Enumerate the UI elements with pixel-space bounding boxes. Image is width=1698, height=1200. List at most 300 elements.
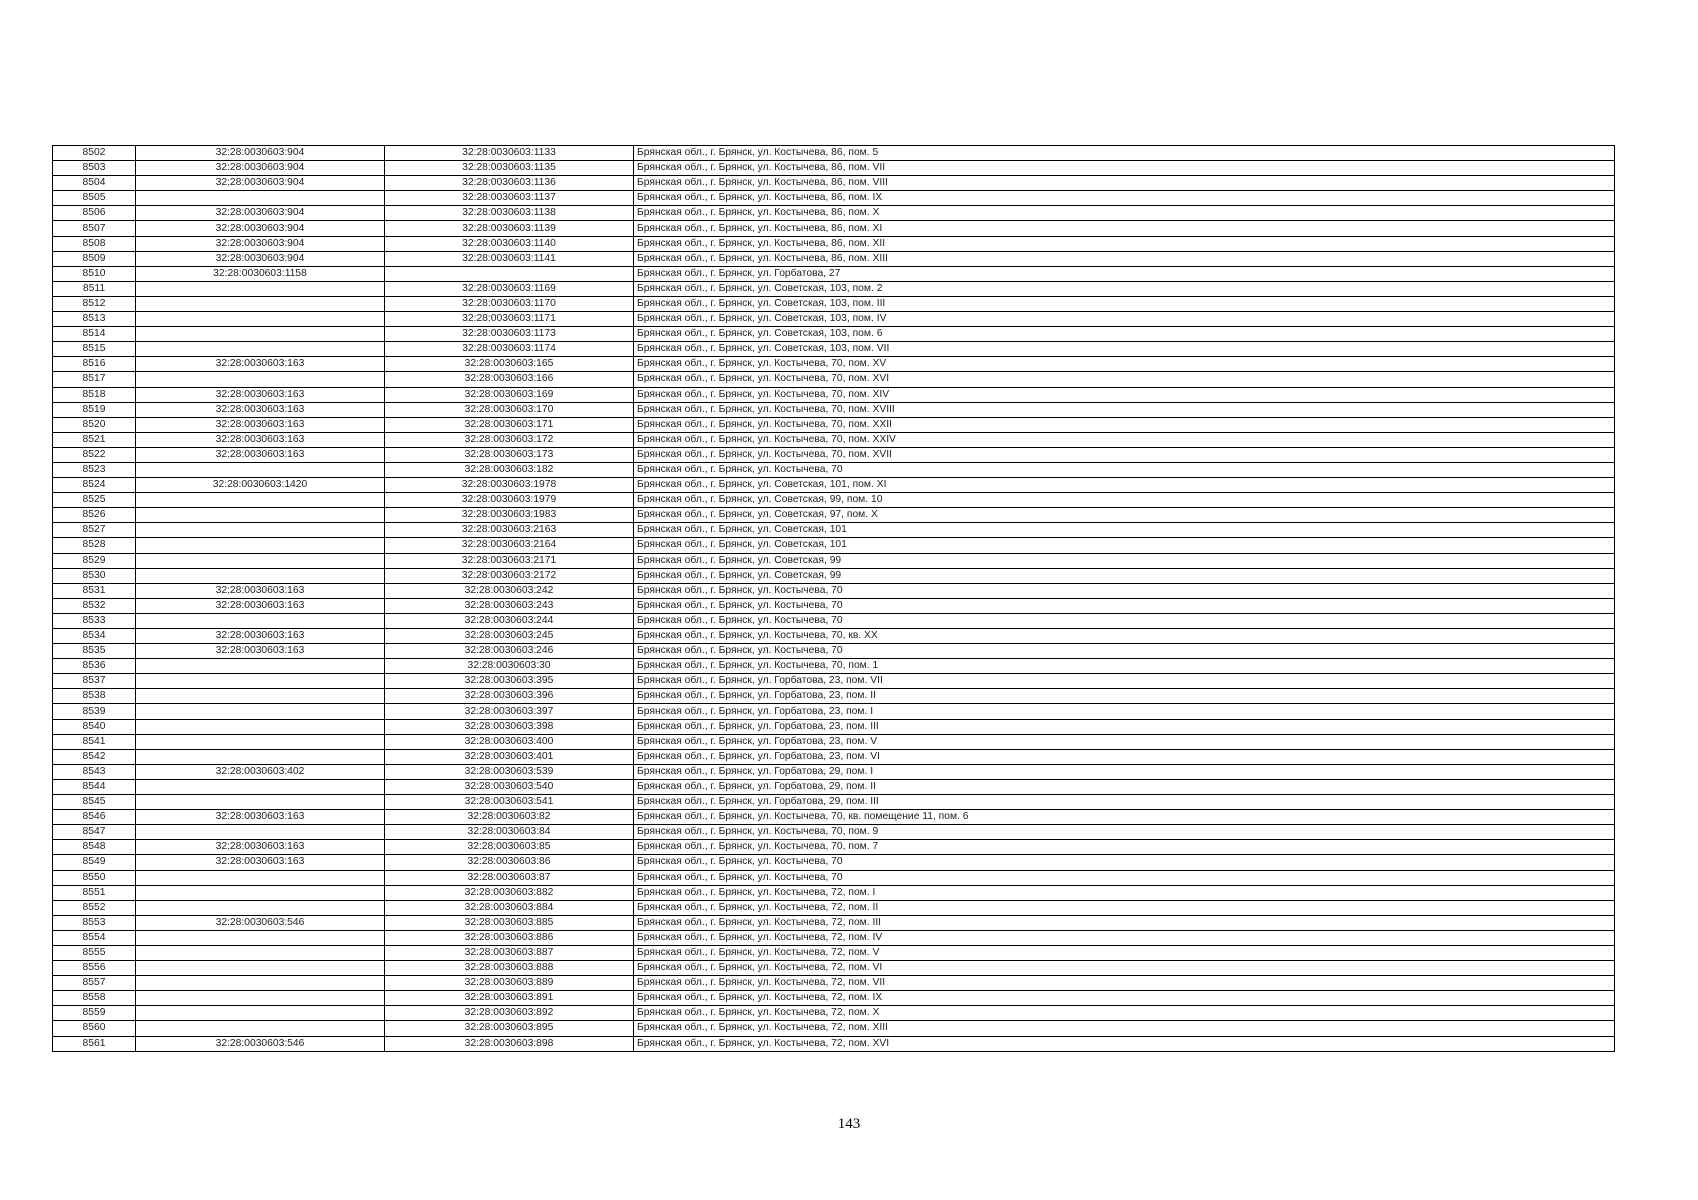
address-cell: Брянская обл., г. Брянск, ул. Костычева, 72, пом. II [634, 900, 1615, 915]
address-cell: Брянская обл., г. Брянск, ул. Костычева, 86, пом. IX [634, 191, 1615, 206]
row-number-cell: 8547 [53, 825, 136, 840]
cadastral-number-cell: 32:28:0030603:170 [385, 402, 634, 417]
cadastral-number-cell: 32:28:0030603:541 [385, 795, 634, 810]
cadastral-number-cell: 32:28:0030603:397 [385, 704, 634, 719]
address-cell: Брянская обл., г. Брянск, ул. Костычева, 72, пом. V [634, 945, 1615, 960]
parent-cadastral-number-cell: 32:28:0030603:163 [136, 840, 385, 855]
table-row [53, 402, 1615, 417]
cadastral-number-cell: 32:28:0030603:165 [385, 357, 634, 372]
address-cell: Брянская обл., г. Брянск, ул. Костычева, 70 [634, 855, 1615, 870]
cadastral-number-cell: 32:28:0030603:886 [385, 930, 634, 945]
parent-cadastral-number-cell: 32:28:0030603:546 [136, 915, 385, 930]
row-number-cell: 8552 [53, 900, 136, 915]
table-row [53, 357, 1615, 372]
parent-cadastral-number-cell [136, 342, 385, 357]
row-number-cell: 8534 [53, 629, 136, 644]
cadastral-number-cell: 32:28:0030603:887 [385, 945, 634, 960]
table-row [53, 206, 1615, 221]
cadastral-number-cell: 32:28:0030603:84 [385, 825, 634, 840]
table-row [53, 991, 1615, 1006]
row-number-cell: 8542 [53, 749, 136, 764]
parent-cadastral-number-cell: 32:28:0030603:163 [136, 357, 385, 372]
table-row [53, 523, 1615, 538]
cadastral-number-cell: 32:28:0030603:895 [385, 1021, 634, 1036]
row-number-cell: 8545 [53, 795, 136, 810]
table-row [53, 281, 1615, 296]
cadastral-number-cell: 32:28:0030603:2171 [385, 553, 634, 568]
parent-cadastral-number-cell [136, 991, 385, 1006]
parent-cadastral-number-cell [136, 538, 385, 553]
row-number-cell: 8537 [53, 674, 136, 689]
table-row [53, 629, 1615, 644]
cadastral-number-cell: 32:28:0030603:898 [385, 1036, 634, 1051]
cadastral-number-cell: 32:28:0030603:1978 [385, 478, 634, 493]
table-row [53, 327, 1615, 342]
parent-cadastral-number-cell [136, 795, 385, 810]
cadastral-number-cell: 32:28:0030603:1979 [385, 493, 634, 508]
table-row [53, 236, 1615, 251]
parent-cadastral-number-cell [136, 674, 385, 689]
address-cell: Брянская обл., г. Брянск, ул. Костычева, 72, пом. III [634, 915, 1615, 930]
table-row [53, 764, 1615, 779]
cadastral-number-cell: 32:28:0030603:396 [385, 689, 634, 704]
cadastral-number-cell: 32:28:0030603:1138 [385, 206, 634, 221]
cadastral-number-cell: 32:28:0030603:242 [385, 583, 634, 598]
table-row [53, 613, 1615, 628]
cadastral-number-cell: 32:28:0030603:395 [385, 674, 634, 689]
table-row [53, 1036, 1615, 1051]
cadastral-number-cell: 32:28:0030603:891 [385, 991, 634, 1006]
parent-cadastral-number-cell: 32:28:0030603:163 [136, 855, 385, 870]
cadastral-number-cell: 32:28:0030603:888 [385, 961, 634, 976]
address-cell: Брянская обл., г. Брянск, ул. Советская, 99 [634, 568, 1615, 583]
table-row [53, 462, 1615, 477]
address-cell: Брянская обл., г. Брянск, ул. Костычева, 70, пом. XV [634, 357, 1615, 372]
address-cell: Брянская обл., г. Брянск, ул. Костычева, 70 [634, 644, 1615, 659]
address-cell: Брянская обл., г. Брянск, ул. Костычева, 72, пом. XIII [634, 1021, 1615, 1036]
cadastral-number-cell: 32:28:0030603:884 [385, 900, 634, 915]
parent-cadastral-number-cell [136, 719, 385, 734]
table-row [53, 372, 1615, 387]
address-cell: Брянская обл., г. Брянск, ул. Советская, 103, пом. VII [634, 342, 1615, 357]
cadastral-number-cell: 32:28:0030603:172 [385, 432, 634, 447]
parent-cadastral-number-cell [136, 1021, 385, 1036]
parent-cadastral-number-cell: 32:28:0030603:163 [136, 387, 385, 402]
row-number-cell: 8521 [53, 432, 136, 447]
row-number-cell: 8526 [53, 508, 136, 523]
row-number-cell: 8508 [53, 236, 136, 251]
address-cell: Брянская обл., г. Брянск, ул. Костычева, 86, пом. XI [634, 221, 1615, 236]
parent-cadastral-number-cell: 32:28:0030603:163 [136, 447, 385, 462]
table-row [53, 795, 1615, 810]
table-row [53, 387, 1615, 402]
cadastral-number-cell: 32:28:0030603:30 [385, 659, 634, 674]
parent-cadastral-number-cell [136, 508, 385, 523]
cadastral-number-cell: 32:28:0030603:400 [385, 734, 634, 749]
parent-cadastral-number-cell [136, 689, 385, 704]
parent-cadastral-number-cell [136, 704, 385, 719]
address-cell: Брянская обл., г. Брянск, ул. Костычева, 72, пом. VII [634, 976, 1615, 991]
cadastral-number-cell: 32:28:0030603:2163 [385, 523, 634, 538]
row-number-cell: 8535 [53, 644, 136, 659]
table-row [53, 598, 1615, 613]
table-row [53, 568, 1615, 583]
parent-cadastral-number-cell [136, 976, 385, 991]
row-number-cell: 8554 [53, 930, 136, 945]
cadastral-number-cell: 32:28:0030603:540 [385, 779, 634, 794]
row-number-cell: 8505 [53, 191, 136, 206]
table-row [53, 719, 1615, 734]
parent-cadastral-number-cell: 32:28:0030603:1420 [136, 478, 385, 493]
row-number-cell: 8561 [53, 1036, 136, 1051]
address-cell: Брянская обл., г. Брянск, ул. Костычева, 72, пом. I [634, 885, 1615, 900]
parent-cadastral-number-cell [136, 312, 385, 327]
table-row [53, 900, 1615, 915]
cadastral-number-cell: 32:28:0030603:1136 [385, 176, 634, 191]
address-cell: Брянская обл., г. Брянск, ул. Горбатова, 23, пом. II [634, 689, 1615, 704]
cadastral-number-cell: 32:28:0030603:1137 [385, 191, 634, 206]
parent-cadastral-number-cell [136, 659, 385, 674]
row-number-cell: 8546 [53, 810, 136, 825]
address-cell: Брянская обл., г. Брянск, ул. Костычева, 70, кв. XX [634, 629, 1615, 644]
cadastral-number-cell: 32:28:0030603:882 [385, 885, 634, 900]
address-cell: Брянская обл., г. Брянск, ул. Костычева, 86, пом. 5 [634, 146, 1615, 161]
row-number-cell: 8514 [53, 327, 136, 342]
cadastral-number-cell: 32:28:0030603:889 [385, 976, 634, 991]
parent-cadastral-number-cell [136, 568, 385, 583]
table-row [53, 1006, 1615, 1021]
row-number-cell: 8530 [53, 568, 136, 583]
address-cell: Брянская обл., г. Брянск, ул. Костычева, 72, пом. VI [634, 961, 1615, 976]
row-number-cell: 8541 [53, 734, 136, 749]
address-cell: Брянская обл., г. Брянск, ул. Советская, 101 [634, 538, 1615, 553]
cadastral-number-cell: 32:28:0030603:2172 [385, 568, 634, 583]
table-row [53, 674, 1615, 689]
table-row [53, 870, 1615, 885]
row-number-cell: 8532 [53, 598, 136, 613]
address-cell: Брянская обл., г. Брянск, ул. Костычева, 70 [634, 583, 1615, 598]
address-cell: Брянская обл., г. Брянск, ул. Костычева, 70 [634, 598, 1615, 613]
row-number-cell: 8544 [53, 779, 136, 794]
table-row [53, 976, 1615, 991]
row-number-cell: 8553 [53, 915, 136, 930]
address-cell: Брянская обл., г. Брянск, ул. Горбатова, 23, пом. V [634, 734, 1615, 749]
parent-cadastral-number-cell [136, 327, 385, 342]
address-cell: Брянская обл., г. Брянск, ул. Костычева, 86, пом. X [634, 206, 1615, 221]
table-row [53, 251, 1615, 266]
table-row [53, 221, 1615, 236]
row-number-cell: 8529 [53, 553, 136, 568]
parent-cadastral-number-cell: 32:28:0030603:904 [136, 251, 385, 266]
row-number-cell: 8556 [53, 961, 136, 976]
table-row [53, 930, 1615, 945]
row-number-cell: 8533 [53, 613, 136, 628]
row-number-cell: 8549 [53, 855, 136, 870]
parent-cadastral-number-cell: 32:28:0030603:163 [136, 417, 385, 432]
parent-cadastral-number-cell: 32:28:0030603:904 [136, 221, 385, 236]
parent-cadastral-number-cell: 32:28:0030603:904 [136, 236, 385, 251]
parent-cadastral-number-cell [136, 885, 385, 900]
registry-table-body [53, 146, 1615, 1052]
parent-cadastral-number-cell [136, 825, 385, 840]
row-number-cell: 8516 [53, 357, 136, 372]
table-row [53, 191, 1615, 206]
row-number-cell: 8559 [53, 1006, 136, 1021]
cadastral-number-cell: 32:28:0030603:539 [385, 764, 634, 779]
row-number-cell: 8548 [53, 840, 136, 855]
row-number-cell: 8538 [53, 689, 136, 704]
cadastral-number-cell: 32:28:0030603:1135 [385, 161, 634, 176]
address-cell: Брянская обл., г. Брянск, ул. Советская, 103, пом. IV [634, 312, 1615, 327]
address-cell: Брянская обл., г. Брянск, ул. Костычева, 70, пом. 7 [634, 840, 1615, 855]
parent-cadastral-number-cell [136, 191, 385, 206]
address-cell: Брянская обл., г. Брянск, ул. Костычева, 70, кв. помещение 11, пом. 6 [634, 810, 1615, 825]
cadastral-number-cell: 32:28:0030603:1169 [385, 281, 634, 296]
row-number-cell: 8531 [53, 583, 136, 598]
row-number-cell: 8540 [53, 719, 136, 734]
row-number-cell: 8511 [53, 281, 136, 296]
address-cell: Брянская обл., г. Брянск, ул. Костычева, 70, пом. XVIII [634, 402, 1615, 417]
table-row [53, 478, 1615, 493]
parent-cadastral-number-cell [136, 281, 385, 296]
parent-cadastral-number-cell: 32:28:0030603:163 [136, 644, 385, 659]
table-row [53, 749, 1615, 764]
parent-cadastral-number-cell [136, 900, 385, 915]
address-cell: Брянская обл., г. Брянск, ул. Советская, 103, пом. 6 [634, 327, 1615, 342]
table-row [53, 553, 1615, 568]
table-row [53, 840, 1615, 855]
parent-cadastral-number-cell: 32:28:0030603:904 [136, 206, 385, 221]
table-row [53, 734, 1615, 749]
parent-cadastral-number-cell: 32:28:0030603:163 [136, 402, 385, 417]
table-row [53, 161, 1615, 176]
table-row [53, 417, 1615, 432]
row-number-cell: 8504 [53, 176, 136, 191]
cadastral-number-cell: 32:28:0030603:173 [385, 447, 634, 462]
table-row [53, 689, 1615, 704]
address-cell: Брянская обл., г. Брянск, ул. Советская, 101, пом. XI [634, 478, 1615, 493]
cadastral-number-cell: 32:28:0030603:1139 [385, 221, 634, 236]
table-row [53, 146, 1615, 161]
cadastral-number-cell: 32:28:0030603:243 [385, 598, 634, 613]
cadastral-number-cell: 32:28:0030603:1173 [385, 327, 634, 342]
row-number-cell: 8517 [53, 372, 136, 387]
address-cell: Брянская обл., г. Брянск, ул. Горбатова, 27 [634, 266, 1615, 281]
table-row [53, 855, 1615, 870]
cadastral-number-cell: 32:28:0030603:1133 [385, 146, 634, 161]
row-number-cell: 8523 [53, 462, 136, 477]
address-cell: Брянская обл., г. Брянск, ул. Костычева, 70, пом. XVII [634, 447, 1615, 462]
table-row [53, 810, 1615, 825]
address-cell: Брянская обл., г. Брянск, ул. Горбатова, 29, пом. II [634, 779, 1615, 794]
row-number-cell: 8558 [53, 991, 136, 1006]
table-row [53, 342, 1615, 357]
table-row [53, 779, 1615, 794]
table-row [53, 825, 1615, 840]
row-number-cell: 8557 [53, 976, 136, 991]
parent-cadastral-number-cell [136, 372, 385, 387]
parent-cadastral-number-cell [136, 749, 385, 764]
parent-cadastral-number-cell [136, 870, 385, 885]
table-row [53, 644, 1615, 659]
address-cell: Брянская обл., г. Брянск, ул. Костычева, 72, пом. X [634, 1006, 1615, 1021]
parent-cadastral-number-cell [136, 945, 385, 960]
row-number-cell: 8512 [53, 296, 136, 311]
row-number-cell: 8555 [53, 945, 136, 960]
table-row [53, 538, 1615, 553]
row-number-cell: 8551 [53, 885, 136, 900]
address-cell: Брянская обл., г. Брянск, ул. Горбатова, 29, пом. I [634, 764, 1615, 779]
row-number-cell: 8518 [53, 387, 136, 402]
row-number-cell: 8527 [53, 523, 136, 538]
address-cell: Брянская обл., г. Брянск, ул. Костычева, 70, пом. XIV [634, 387, 1615, 402]
table-row [53, 296, 1615, 311]
parent-cadastral-number-cell [136, 930, 385, 945]
parent-cadastral-number-cell [136, 779, 385, 794]
address-cell: Брянская обл., г. Брянск, ул. Горбатова, 23, пом. VI [634, 749, 1615, 764]
cadastral-number-cell: 32:28:0030603:85 [385, 840, 634, 855]
row-number-cell: 8522 [53, 447, 136, 462]
cadastral-number-cell [385, 266, 634, 281]
row-number-cell: 8536 [53, 659, 136, 674]
row-number-cell: 8507 [53, 221, 136, 236]
parent-cadastral-number-cell: 32:28:0030603:163 [136, 583, 385, 598]
address-cell: Брянская обл., г. Брянск, ул. Костычева, 70 [634, 613, 1615, 628]
table-row [53, 1021, 1615, 1036]
table-row [53, 704, 1615, 719]
row-number-cell: 8560 [53, 1021, 136, 1036]
row-number-cell: 8515 [53, 342, 136, 357]
address-cell: Брянская обл., г. Брянск, ул. Костычева, 72, пом. IX [634, 991, 1615, 1006]
row-number-cell: 8502 [53, 146, 136, 161]
parent-cadastral-number-cell: 32:28:0030603:904 [136, 176, 385, 191]
table-row [53, 312, 1615, 327]
address-cell: Брянская обл., г. Брянск, ул. Горбатова, 23, пом. III [634, 719, 1615, 734]
cadastral-number-cell: 32:28:0030603:2164 [385, 538, 634, 553]
address-cell: Брянская обл., г. Брянск, ул. Советская, 103, пом. 2 [634, 281, 1615, 296]
table-row [53, 915, 1615, 930]
table-row [53, 266, 1615, 281]
address-cell: Брянская обл., г. Брянск, ул. Горбатова, 23, пом. I [634, 704, 1615, 719]
row-number-cell: 8525 [53, 493, 136, 508]
parent-cadastral-number-cell [136, 462, 385, 477]
address-cell: Брянская обл., г. Брянск, ул. Горбатова, 23, пом. VII [634, 674, 1615, 689]
parent-cadastral-number-cell: 32:28:0030603:904 [136, 161, 385, 176]
address-cell: Брянская обл., г. Брянск, ул. Костычева, 72, пом. IV [634, 930, 1615, 945]
parent-cadastral-number-cell: 32:28:0030603:402 [136, 764, 385, 779]
cadastral-number-cell: 32:28:0030603:401 [385, 749, 634, 764]
address-cell: Брянская обл., г. Брянск, ул. Советская, 97, пом. X [634, 508, 1615, 523]
parent-cadastral-number-cell [136, 553, 385, 568]
table-row [53, 493, 1615, 508]
cadastral-number-cell: 32:28:0030603:892 [385, 1006, 634, 1021]
cadastral-number-cell: 32:28:0030603:182 [385, 462, 634, 477]
row-number-cell: 8543 [53, 764, 136, 779]
address-cell: Брянская обл., г. Брянск, ул. Костычева, 70, пом. XXII [634, 417, 1615, 432]
parent-cadastral-number-cell: 32:28:0030603:163 [136, 810, 385, 825]
cadastral-number-cell: 32:28:0030603:1170 [385, 296, 634, 311]
row-number-cell: 8550 [53, 870, 136, 885]
address-cell: Брянская обл., г. Брянск, ул. Костычева, 86, пом. VIII [634, 176, 1615, 191]
parent-cadastral-number-cell [136, 493, 385, 508]
page-number: 143 [837, 1116, 861, 1132]
row-number-cell: 8509 [53, 251, 136, 266]
parent-cadastral-number-cell [136, 961, 385, 976]
cadastral-number-cell: 32:28:0030603:171 [385, 417, 634, 432]
parent-cadastral-number-cell [136, 523, 385, 538]
parent-cadastral-number-cell: 32:28:0030603:163 [136, 432, 385, 447]
cadastral-number-cell: 32:28:0030603:246 [385, 644, 634, 659]
table-row [53, 659, 1615, 674]
table-row [53, 508, 1615, 523]
table-row [53, 945, 1615, 960]
cadastral-number-cell: 32:28:0030603:1141 [385, 251, 634, 266]
table-row [53, 176, 1615, 191]
row-number-cell: 8539 [53, 704, 136, 719]
cadastral-number-cell: 32:28:0030603:86 [385, 855, 634, 870]
parent-cadastral-number-cell: 32:28:0030603:1158 [136, 266, 385, 281]
address-cell: Брянская обл., г. Брянск, ул. Костычева, 70 [634, 462, 1615, 477]
address-cell: Брянская обл., г. Брянск, ул. Костычева, 72, пом. XVI [634, 1036, 1615, 1051]
cadastral-number-cell: 32:28:0030603:885 [385, 915, 634, 930]
row-number-cell: 8524 [53, 478, 136, 493]
row-number-cell: 8510 [53, 266, 136, 281]
row-number-cell: 8520 [53, 417, 136, 432]
parent-cadastral-number-cell [136, 734, 385, 749]
address-cell: Брянская обл., г. Брянск, ул. Советская, 101 [634, 523, 1615, 538]
cadastral-number-cell: 32:28:0030603:244 [385, 613, 634, 628]
address-cell: Брянская обл., г. Брянск, ул. Костычева, 86, пом. XIII [634, 251, 1615, 266]
row-number-cell: 8503 [53, 161, 136, 176]
parent-cadastral-number-cell: 32:28:0030603:904 [136, 146, 385, 161]
table-row [53, 447, 1615, 462]
address-cell: Брянская обл., г. Брянск, ул. Советская, 99, пом. 10 [634, 493, 1615, 508]
table-row [53, 432, 1615, 447]
parent-cadastral-number-cell: 32:28:0030603:546 [136, 1036, 385, 1051]
cadastral-number-cell: 32:28:0030603:82 [385, 810, 634, 825]
address-cell: Брянская обл., г. Брянск, ул. Костычева, 70, пом. XXIV [634, 432, 1615, 447]
table-row [53, 583, 1615, 598]
address-cell: Брянская обл., г. Брянск, ул. Советская, 99 [634, 553, 1615, 568]
row-number-cell: 8506 [53, 206, 136, 221]
cadastral-number-cell: 32:28:0030603:245 [385, 629, 634, 644]
address-cell: Брянская обл., г. Брянск, ул. Костычева, 70, пом. XVI [634, 372, 1615, 387]
table-row [53, 885, 1615, 900]
address-cell: Брянская обл., г. Брянск, ул. Костычева, 70, пом. 1 [634, 659, 1615, 674]
address-cell: Брянская обл., г. Брянск, ул. Советская, 103, пом. III [634, 296, 1615, 311]
parent-cadastral-number-cell [136, 1006, 385, 1021]
cadastral-number-cell: 32:28:0030603:1983 [385, 508, 634, 523]
parent-cadastral-number-cell: 32:28:0030603:163 [136, 629, 385, 644]
address-cell: Брянская обл., г. Брянск, ул. Костычева, 70, пом. 9 [634, 825, 1615, 840]
row-number-cell: 8528 [53, 538, 136, 553]
cadastral-number-cell: 32:28:0030603:1171 [385, 312, 634, 327]
address-cell: Брянская обл., г. Брянск, ул. Костычева, 86, пом. XII [634, 236, 1615, 251]
cadastral-number-cell: 32:28:0030603:398 [385, 719, 634, 734]
cadastral-number-cell: 32:28:0030603:169 [385, 387, 634, 402]
parent-cadastral-number-cell [136, 296, 385, 311]
row-number-cell: 8513 [53, 312, 136, 327]
cadastral-number-cell: 32:28:0030603:1140 [385, 236, 634, 251]
cadastral-number-cell: 32:28:0030603:87 [385, 870, 634, 885]
parent-cadastral-number-cell [136, 613, 385, 628]
address-cell: Брянская обл., г. Брянск, ул. Горбатова, 29, пом. III [634, 795, 1615, 810]
cadastral-number-cell: 32:28:0030603:166 [385, 372, 634, 387]
address-cell: Брянская обл., г. Брянск, ул. Костычева, 70 [634, 870, 1615, 885]
registry-table [52, 145, 1615, 1052]
table-row [53, 961, 1615, 976]
cadastral-number-cell: 32:28:0030603:1174 [385, 342, 634, 357]
